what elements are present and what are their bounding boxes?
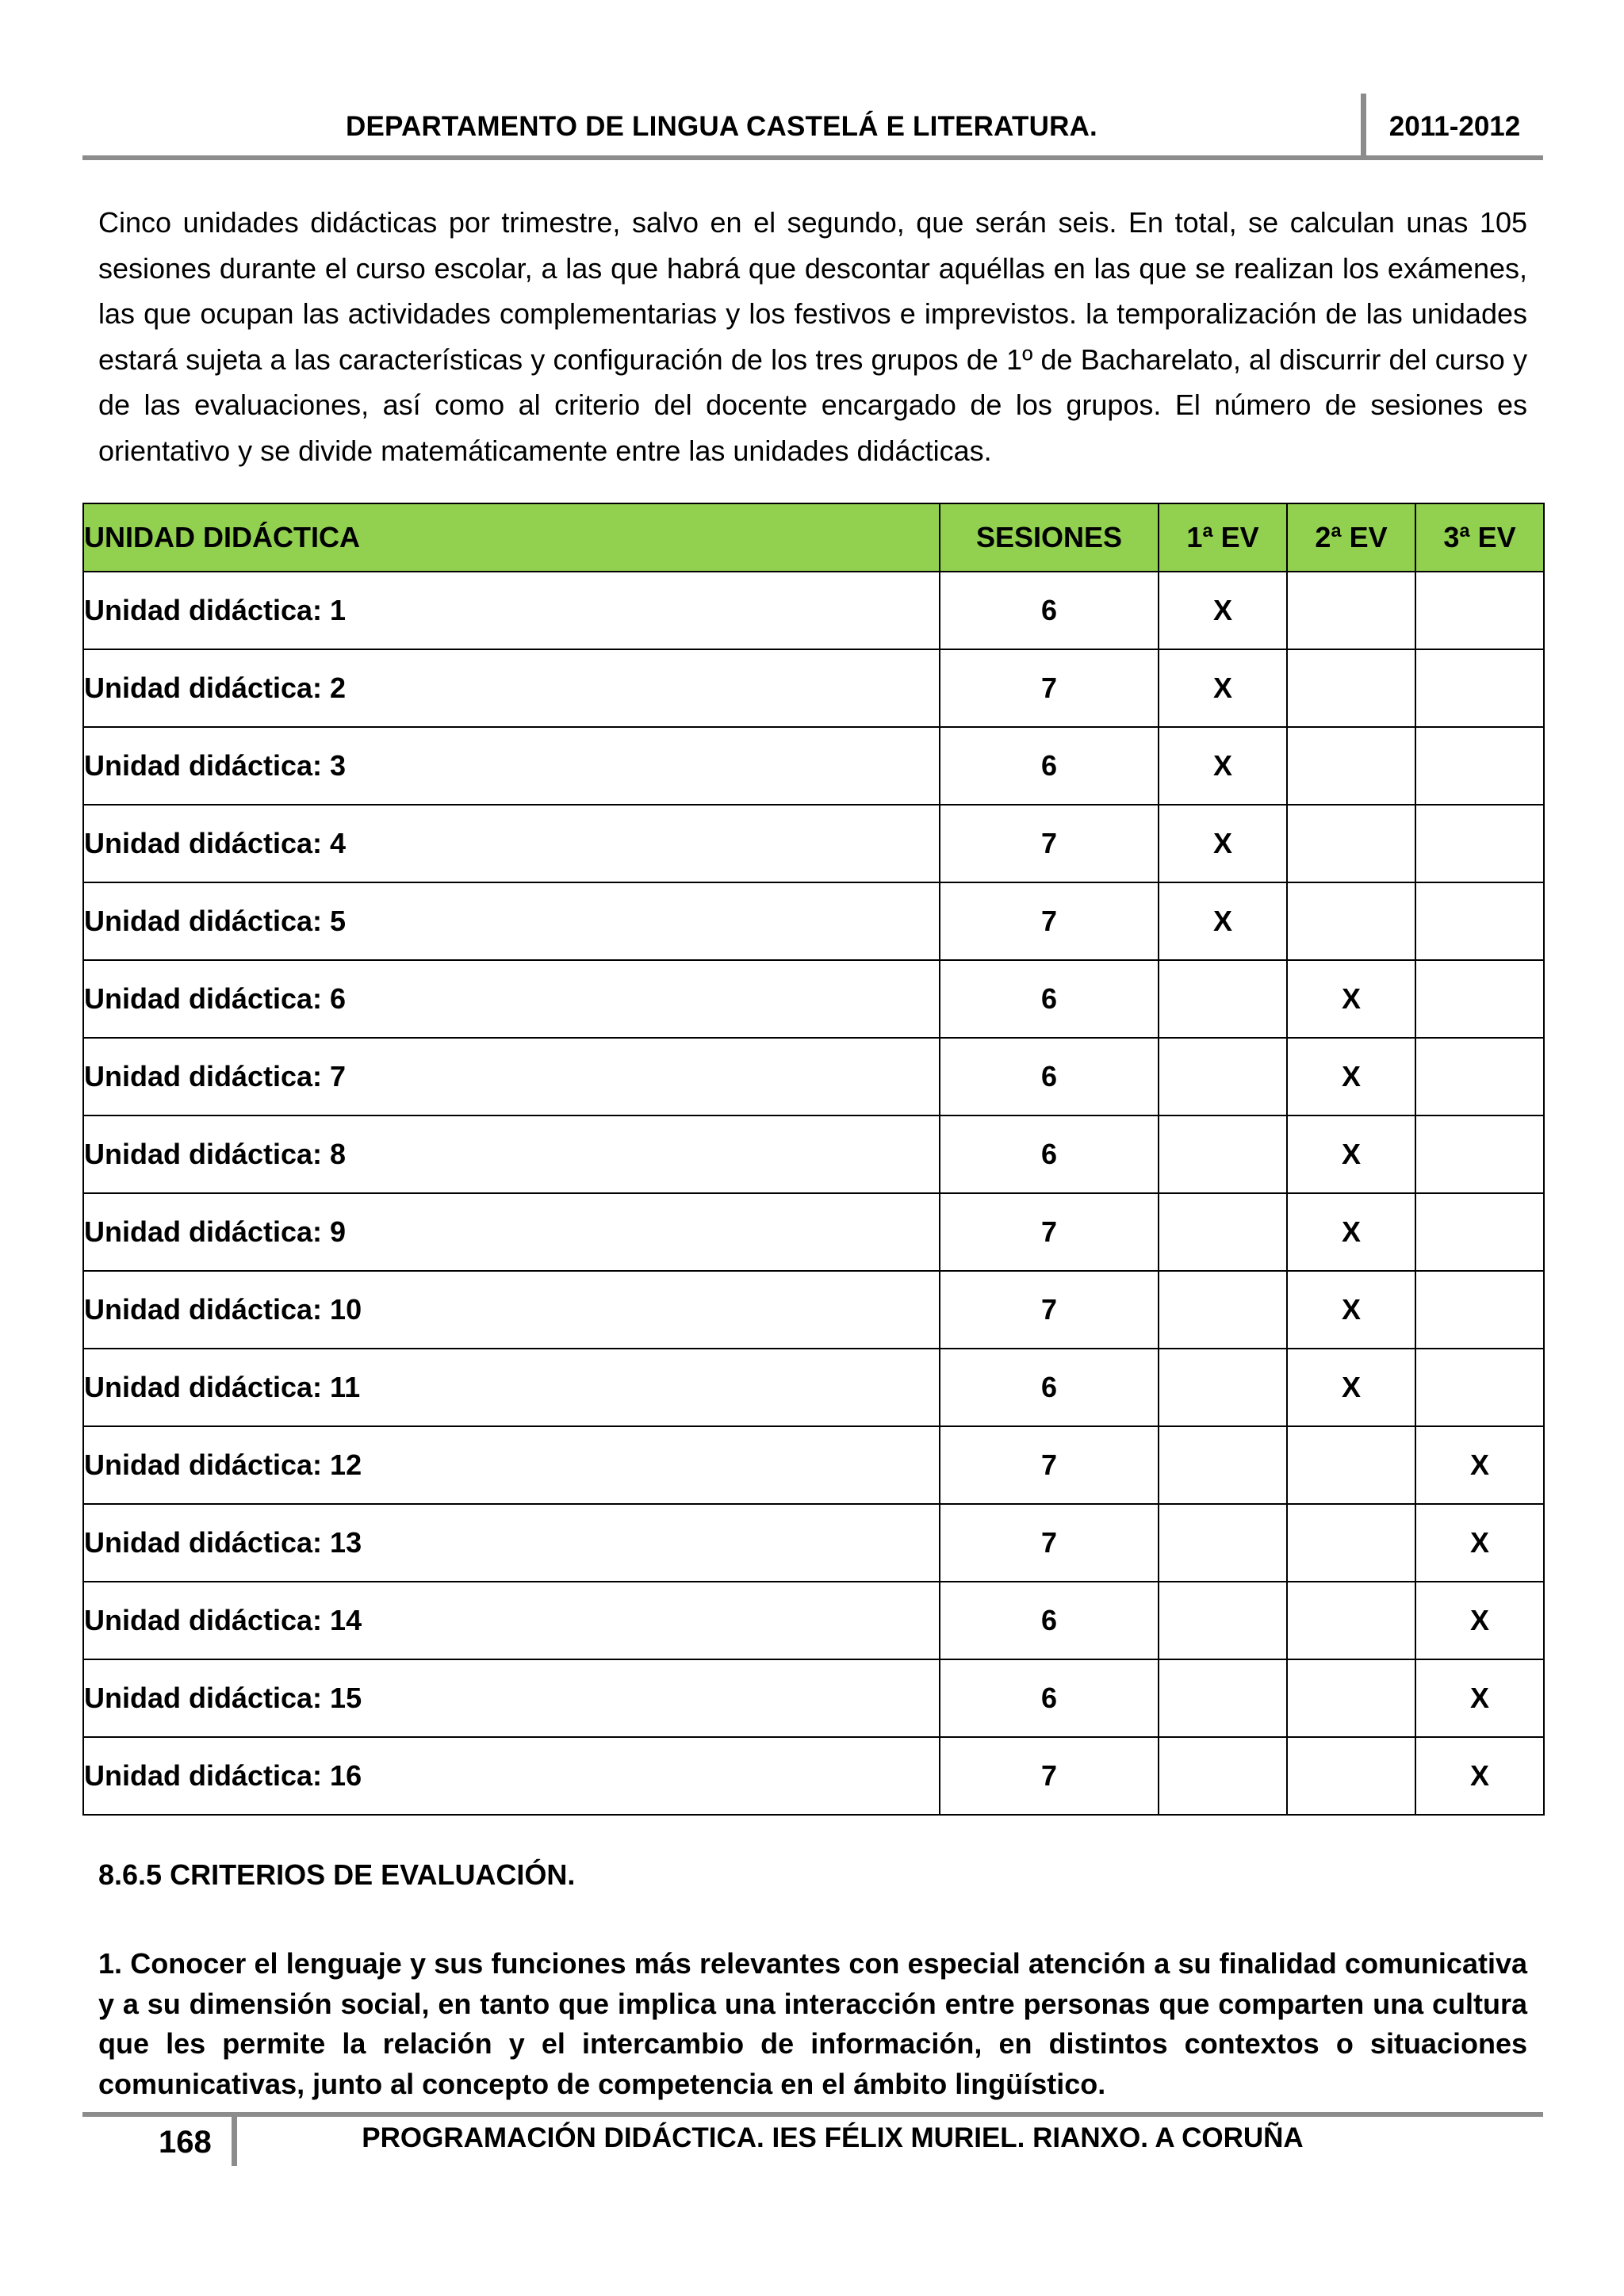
cell-unidad: Unidad didáctica: 2 [83, 649, 940, 727]
cell-ev3 [1415, 1038, 1544, 1115]
footer-text: PROGRAMACIÓN DIDÁCTICA. IES FÉLIX MURIEL. RIANXO. A CORUÑA [362, 2122, 1304, 2153]
cell-ev2 [1287, 1504, 1415, 1582]
table-row [83, 1271, 1544, 1349]
cell-sesiones: 6 [940, 572, 1159, 649]
cell-unidad: Unidad didáctica: 6 [83, 960, 940, 1038]
cell-sesiones: 7 [940, 649, 1159, 727]
cell-ev2 [1287, 572, 1415, 649]
cell-unidad: Unidad didáctica: 11 [83, 1349, 940, 1426]
cell-ev1 [1159, 1504, 1287, 1582]
cell-ev3: X [1415, 1659, 1544, 1737]
header-rule [82, 155, 1543, 160]
table-row [83, 805, 1544, 882]
cell-unidad: Unidad didáctica: 10 [83, 1271, 940, 1349]
cell-ev1 [1159, 1582, 1287, 1659]
table-row [83, 1038, 1544, 1115]
cell-ev2 [1287, 805, 1415, 882]
cell-ev2 [1287, 882, 1415, 960]
cell-ev2: X [1287, 1115, 1415, 1193]
cell-ev1 [1159, 1193, 1287, 1271]
cell-sesiones: 7 [940, 882, 1159, 960]
cell-ev3 [1415, 1271, 1544, 1349]
cell-ev1: X [1159, 882, 1287, 960]
cell-ev2: X [1287, 1193, 1415, 1271]
section-title: 8.6.5 CRITERIOS DE EVALUACIÓN. [98, 1858, 576, 1891]
cell-ev2 [1287, 1737, 1415, 1815]
table-row [83, 1193, 1544, 1271]
cell-unidad: Unidad didáctica: 13 [83, 1504, 940, 1582]
table-row [83, 1426, 1544, 1504]
footer-divider [232, 2114, 237, 2166]
cell-ev1: X [1159, 805, 1287, 882]
cell-ev2 [1287, 727, 1415, 805]
cell-ev3 [1415, 1193, 1544, 1271]
table-row [83, 960, 1544, 1038]
cell-ev3 [1415, 727, 1544, 805]
cell-ev2 [1287, 1659, 1415, 1737]
cell-ev2: X [1287, 960, 1415, 1038]
cell-ev1 [1159, 1115, 1287, 1193]
cell-unidad: Unidad didáctica: 5 [83, 882, 940, 960]
cell-unidad: Unidad didáctica: 9 [83, 1193, 940, 1271]
cell-ev1: X [1159, 572, 1287, 649]
cell-ev1: X [1159, 727, 1287, 805]
cell-ev1 [1159, 1038, 1287, 1115]
intro-paragraph: Cinco unidades didácticas por trimestre, salvo en el segundo, que serán seis. En total, se calculan unas 105 sesiones durante el curso escolar, a las que habrá que descontar aquéllas en las que se realizan los exámenes, las que ocupan las actividades complementarias y los festivos e imprevistos. la temporalización de las unidades estará sujeta a las características y configuración de los tres grupos de 1º de Bacharelato, al discurrir del curso y de las evaluaciones, así como al criterio del docente encargado de los grupos. El número de sesiones es orientativo y se divide matemáticamente entre las unidades didácticas. [98, 206, 1527, 467]
table-row [83, 882, 1544, 960]
header-ev1: 1ª EV [1159, 503, 1287, 572]
cell-ev3 [1415, 1349, 1544, 1426]
table-header-row [83, 503, 1544, 572]
cell-ev3 [1415, 572, 1544, 649]
cell-unidad: Unidad didáctica: 8 [83, 1115, 940, 1193]
cell-ev3: X [1415, 1737, 1544, 1815]
table-row [83, 1504, 1544, 1582]
cell-sesiones: 6 [940, 1349, 1159, 1426]
cell-sesiones: 7 [940, 1737, 1159, 1815]
footer-rule [82, 2112, 1543, 2117]
cell-ev1 [1159, 1349, 1287, 1426]
table-row [83, 727, 1544, 805]
cell-sesiones: 6 [940, 1582, 1159, 1659]
header-title: DEPARTAMENTO DE LINGUA CASTELÁ E LITERATURA. [346, 111, 1097, 142]
cell-sesiones: 7 [940, 1193, 1159, 1271]
cell-sesiones: 6 [940, 727, 1159, 805]
criterion-number: 1 [98, 1947, 115, 1980]
criterion-text: . Conocer el lenguaje y sus funciones más relevantes con especial atención a su finalidad comunicativa y a su dimensión social, en tanto que implica una interacción entre personas que comparten una cultura que les permite la relación y el intercambio de información, en distintos contextos o situaciones comunicativas, junto al concepto de competencia en el ámbito lingüístico. [98, 1947, 1527, 2100]
cell-sesiones: 7 [940, 1504, 1159, 1582]
cell-ev1 [1159, 1659, 1287, 1737]
cell-ev3 [1415, 649, 1544, 727]
cell-sesiones: 7 [940, 1426, 1159, 1504]
table-row [83, 572, 1544, 649]
cell-ev1 [1159, 1271, 1287, 1349]
cell-ev1 [1159, 1426, 1287, 1504]
criterion-1 [98, 1944, 1527, 2104]
cell-unidad: Unidad didáctica: 1 [83, 572, 940, 649]
cell-sesiones: 7 [940, 805, 1159, 882]
page-header [82, 94, 1543, 159]
table-row [83, 1737, 1544, 1815]
header-year: 2011-2012 [1388, 111, 1521, 142]
table-row [83, 1659, 1544, 1737]
cell-ev3: X [1415, 1504, 1544, 1582]
cell-ev3 [1415, 960, 1544, 1038]
cell-ev3 [1415, 882, 1544, 960]
cell-ev2 [1287, 1426, 1415, 1504]
cell-ev2: X [1287, 1038, 1415, 1115]
table-row [83, 1115, 1544, 1193]
cell-unidad: Unidad didáctica: 15 [83, 1659, 940, 1737]
cell-sesiones: 6 [940, 1659, 1159, 1737]
cell-unidad: Unidad didáctica: 7 [83, 1038, 940, 1115]
cell-sesiones: 6 [940, 960, 1159, 1038]
cell-sesiones: 7 [940, 1271, 1159, 1349]
table-row [83, 1349, 1544, 1426]
header-ev2: 2ª EV [1287, 503, 1415, 572]
cell-ev3: X [1415, 1426, 1544, 1504]
cell-ev3 [1415, 1115, 1544, 1193]
cell-ev2: X [1287, 1271, 1415, 1349]
header-divider [1361, 94, 1366, 159]
cell-ev3 [1415, 805, 1544, 882]
units-table-body [83, 572, 1544, 1815]
cell-unidad: Unidad didáctica: 4 [83, 805, 940, 882]
table-row [83, 1582, 1544, 1659]
cell-unidad: Unidad didáctica: 16 [83, 1737, 940, 1815]
cell-unidad: Unidad didáctica: 12 [83, 1426, 940, 1504]
cell-unidad: Unidad didáctica: 14 [83, 1582, 940, 1659]
cell-ev1 [1159, 960, 1287, 1038]
table-row [83, 649, 1544, 727]
cell-ev1: X [1159, 649, 1287, 727]
header-unidad: UNIDAD DIDÁCTICA [83, 503, 940, 572]
cell-unidad: Unidad didáctica: 3 [83, 727, 940, 805]
cell-ev2: X [1287, 1349, 1415, 1426]
units-table [82, 503, 1545, 1816]
header-sesiones: SESIONES [940, 503, 1159, 572]
cell-ev1 [1159, 1737, 1287, 1815]
cell-sesiones: 6 [940, 1115, 1159, 1193]
cell-sesiones: 6 [940, 1038, 1159, 1115]
cell-ev2 [1287, 1582, 1415, 1659]
header-ev3: 3ª EV [1415, 503, 1544, 572]
page-number: 168 [159, 2125, 212, 2160]
cell-ev2 [1287, 649, 1415, 727]
cell-ev3: X [1415, 1582, 1544, 1659]
